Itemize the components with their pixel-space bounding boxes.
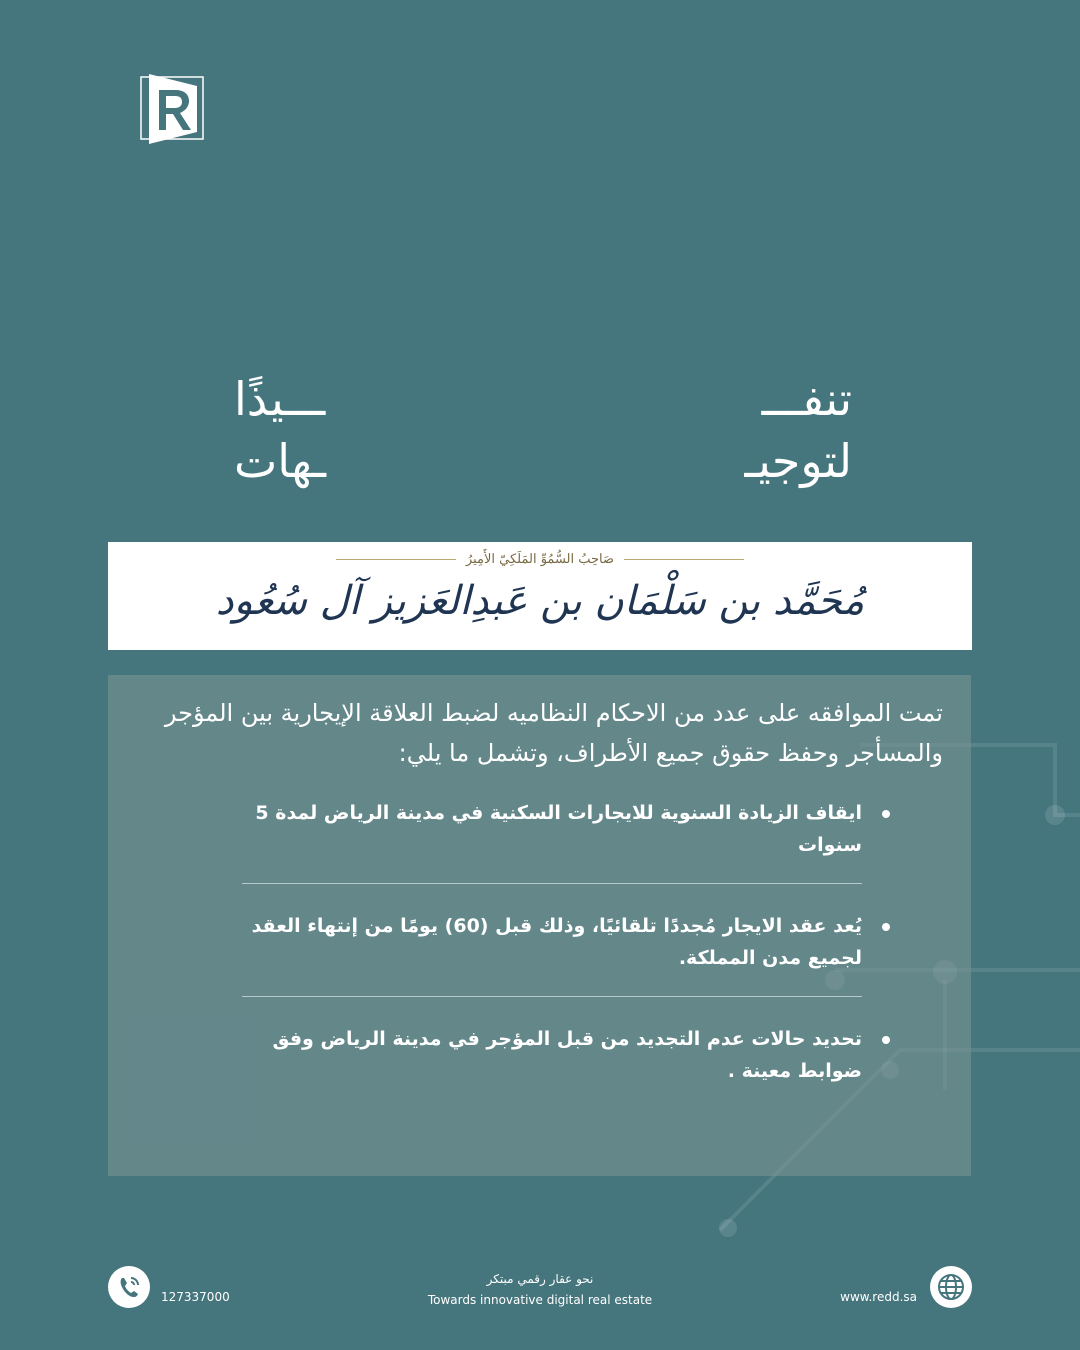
- headline-line1-right: تنفـــ: [761, 372, 852, 426]
- tagline-english: Towards innovative digital real estate: [427, 1293, 653, 1307]
- list-item: [242, 797, 862, 861]
- bullet-text: يُعد عقد الايجار مُجددًا تلقائيًا، وذلك قبل (60) يومًا من إنتهاء العقد لجميع مدن المملكة.: [251, 915, 862, 969]
- headline-line2-left: ـهات: [234, 434, 326, 488]
- intro-text: تمت الموافقه على عدد من الاحكام النظاميه لضبط العلاقة الإيجارية بين المؤجر والمسأجر وحفظ حقوق جميع الأطراف، وتشمل ما يلي:: [164, 699, 943, 767]
- headline-right: [745, 368, 852, 492]
- bullet-text: تحديد حالات عدم التجديد من قبل المؤجر في مدينة الرياض وفق ضوابط معينة .: [272, 1028, 862, 1082]
- phone-number[interactable]: 127337000: [161, 1290, 230, 1304]
- banner-calligraphy-name: مُحَمَّد بن سَلْمَان بن عَبدِالعَزيز آل سُعُود: [215, 578, 865, 624]
- list-item: [242, 910, 862, 974]
- bullet-dot-icon: [882, 923, 890, 931]
- bullet-list: [242, 797, 862, 1087]
- banner-title-row: [108, 552, 972, 567]
- banner-rule: [624, 559, 744, 560]
- website-link[interactable]: www.redd.sa: [840, 1290, 917, 1304]
- banner-rule: [336, 559, 456, 560]
- banner-title: صَاحِبُ السُّمُوِّ المَلَكِيّ الأَمِيرُ: [465, 552, 615, 567]
- headline-left: [234, 368, 326, 492]
- divider: [242, 996, 862, 997]
- footer: [0, 1262, 1080, 1322]
- website-button[interactable]: [930, 1266, 972, 1308]
- redd-r-logo-icon: [139, 72, 207, 146]
- list-item: [242, 1023, 862, 1087]
- divider: [242, 883, 862, 884]
- bullet-dot-icon: [882, 1036, 890, 1044]
- bullet-dot-icon: [882, 810, 890, 818]
- headline-line2-right: لتوجيـ: [744, 434, 852, 488]
- globe-icon: [930, 1266, 972, 1308]
- headline: [0, 368, 1080, 488]
- content-panel: [108, 675, 971, 1176]
- name-banner: [108, 542, 972, 650]
- headline-line1-left: ـــيذًا: [234, 372, 326, 426]
- tagline-arabic: نحو عقار رقمي مبتكر: [486, 1272, 594, 1286]
- bullet-text: ايقاف الزيادة السنوية للايجارات السكنية في مدينة الرياض لمدة 5 سنوات: [255, 802, 862, 856]
